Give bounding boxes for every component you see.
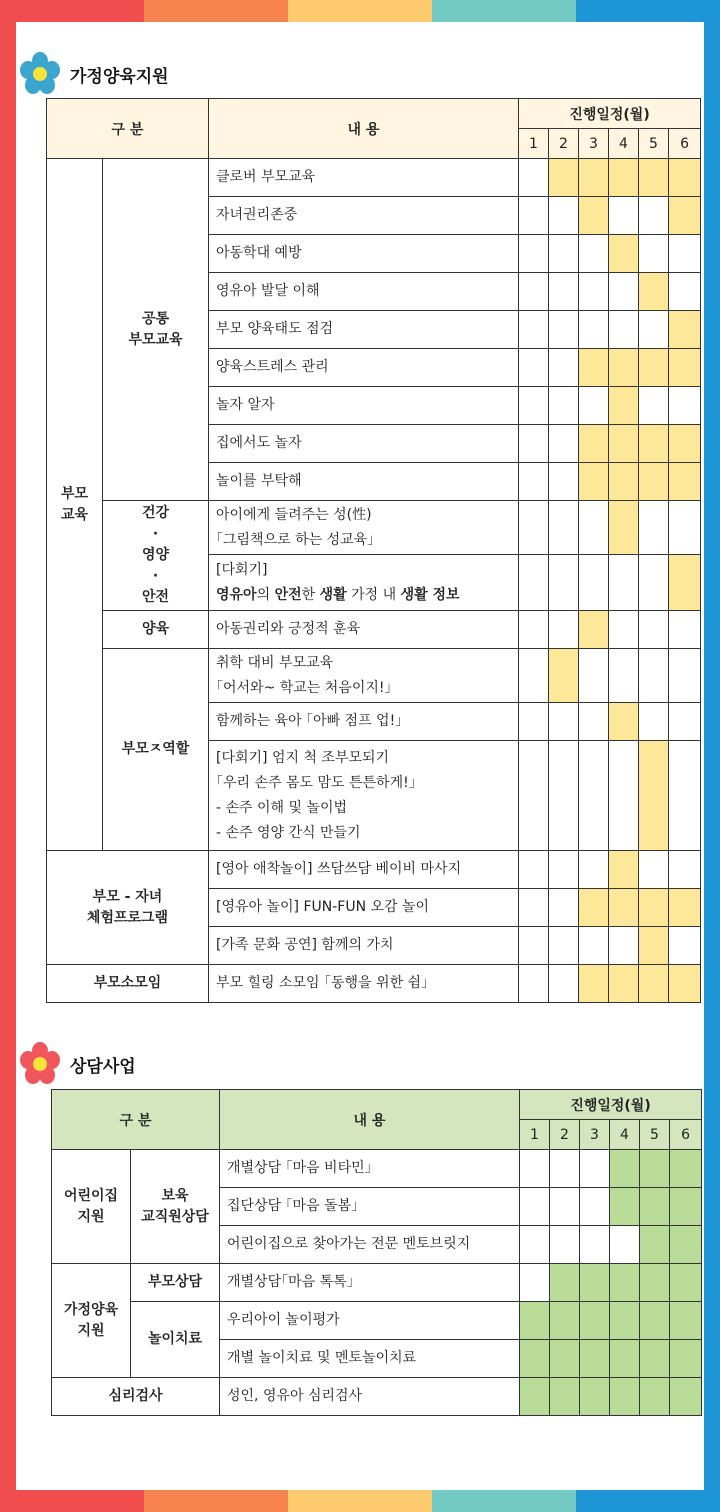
schedule-cell bbox=[520, 1150, 550, 1188]
schedule-cell bbox=[549, 703, 579, 741]
schedule-cell bbox=[549, 273, 579, 311]
header-category: 구 분 bbox=[47, 99, 209, 159]
content-cell: [다회기] 엄지 척 조부모되기 ｢우리 손주 몸도 맘도 튼튼하게!｣ - 손주 이해 및 놀이법 - 손주 영양 간식 만들기 bbox=[209, 741, 519, 851]
schedule-cell bbox=[579, 703, 609, 741]
schedule-cell bbox=[579, 501, 609, 555]
content-part: 안전 bbox=[274, 586, 302, 603]
category-label: 부모 교육 bbox=[47, 159, 103, 851]
content-cell: 양육스트레스 관리 bbox=[209, 349, 519, 387]
schedule-cell-active bbox=[670, 1188, 702, 1226]
schedule-cell bbox=[580, 1150, 610, 1188]
schedule-cell bbox=[669, 611, 701, 649]
schedule-cell bbox=[639, 197, 669, 235]
schedule-cell bbox=[639, 555, 669, 611]
schedule-cell bbox=[669, 649, 701, 703]
schedule-cell bbox=[669, 741, 701, 851]
schedule-cell-active bbox=[639, 349, 669, 387]
schedule-cell-active bbox=[609, 463, 639, 501]
schedule-cell-active bbox=[639, 741, 669, 851]
schedule-cell bbox=[639, 501, 669, 555]
schedule-cell-active bbox=[549, 649, 579, 703]
schedule-cell-active bbox=[670, 1378, 702, 1416]
category-label: 부모 - 자녀 체험프로그램 bbox=[47, 851, 209, 965]
schedule-cell bbox=[519, 927, 549, 965]
schedule-cell bbox=[609, 197, 639, 235]
schedule-cell-active bbox=[610, 1150, 640, 1188]
schedule-cell bbox=[579, 741, 609, 851]
schedule-cell bbox=[609, 927, 639, 965]
header-schedule: 진행일정(월) bbox=[519, 99, 701, 129]
schedule-cell bbox=[549, 349, 579, 387]
schedule-cell-active bbox=[640, 1150, 670, 1188]
schedule-cell bbox=[549, 235, 579, 273]
schedule-cell bbox=[609, 649, 639, 703]
schedule-cell bbox=[639, 851, 669, 889]
schedule-cell-active bbox=[550, 1264, 580, 1302]
content-cell: 놀자 알자 bbox=[209, 387, 519, 425]
schedule-cell bbox=[519, 425, 549, 463]
schedule-cell bbox=[579, 235, 609, 273]
month-header: 4 bbox=[610, 1120, 640, 1150]
content-cell: 함께하는 육아 ｢아빠 점프 업!｣ bbox=[209, 703, 519, 741]
category-label: 가정양육 지원 bbox=[52, 1264, 131, 1378]
schedule-cell-active bbox=[639, 889, 669, 927]
content-cell: 자녀권리존중 bbox=[209, 197, 519, 235]
category-label: 공통 부모교육 bbox=[103, 159, 209, 501]
schedule-cell-active bbox=[640, 1378, 670, 1416]
schedule-cell-active bbox=[669, 197, 701, 235]
schedule-cell bbox=[579, 311, 609, 349]
content-cell: 성인, 영유아 심리검사 bbox=[220, 1378, 520, 1416]
schedule-cell-active bbox=[639, 159, 669, 197]
home-parenting-table bbox=[46, 98, 701, 1003]
schedule-cell bbox=[610, 1226, 640, 1264]
schedule-cell-active bbox=[580, 1340, 610, 1378]
content-cell: 아동학대 예방 bbox=[209, 235, 519, 273]
schedule-cell bbox=[519, 889, 549, 927]
schedule-cell bbox=[639, 387, 669, 425]
schedule-cell-active bbox=[639, 927, 669, 965]
schedule-cell bbox=[549, 501, 579, 555]
schedule-cell-active bbox=[669, 159, 701, 197]
schedule-cell-active bbox=[670, 1302, 702, 1340]
schedule-cell-active bbox=[580, 1264, 610, 1302]
schedule-cell-active bbox=[579, 611, 609, 649]
schedule-cell bbox=[519, 159, 549, 197]
schedule-cell bbox=[669, 703, 701, 741]
content-cell: [영아 애착놀이] 쓰담쓰담 베이비 마사지 bbox=[209, 851, 519, 889]
schedule-cell bbox=[549, 927, 579, 965]
schedule-cell bbox=[519, 387, 549, 425]
schedule-cell bbox=[579, 649, 609, 703]
schedule-cell-active bbox=[669, 425, 701, 463]
schedule-cell bbox=[669, 851, 701, 889]
schedule-cell bbox=[549, 197, 579, 235]
month-header: 6 bbox=[670, 1120, 702, 1150]
schedule-cell bbox=[519, 463, 549, 501]
table-row bbox=[52, 1302, 702, 1340]
content-cell: 개별상담 ｢마음 비타민｣ bbox=[220, 1150, 520, 1188]
content-prefix: [다회기] bbox=[216, 561, 268, 578]
content-cell: 집단상담 ｢마음 돌봄｣ bbox=[220, 1188, 520, 1226]
schedule-cell-active bbox=[610, 1378, 640, 1416]
schedule-cell-active bbox=[639, 273, 669, 311]
schedule-cell-active bbox=[669, 463, 701, 501]
schedule-cell bbox=[549, 463, 579, 501]
schedule-cell-active bbox=[609, 425, 639, 463]
schedule-cell-active bbox=[640, 1340, 670, 1378]
schedule-cell bbox=[639, 703, 669, 741]
content-part: 영유아 bbox=[216, 586, 257, 603]
schedule-cell-active bbox=[669, 965, 701, 1003]
content-part: 의 bbox=[256, 586, 275, 603]
frame-stripe-teal bbox=[432, 0, 576, 22]
schedule-cell-active bbox=[670, 1340, 702, 1378]
content-cell: [영유아 놀이] FUN-FUN 오감 놀이 bbox=[209, 889, 519, 927]
schedule-cell-active bbox=[579, 965, 609, 1003]
schedule-cell bbox=[519, 611, 549, 649]
schedule-cell-active bbox=[669, 349, 701, 387]
schedule-cell-active bbox=[580, 1378, 610, 1416]
schedule-cell-active bbox=[640, 1188, 670, 1226]
section-title-text: 가정양육지원 bbox=[70, 66, 169, 87]
header-category: 구 분 bbox=[52, 1090, 220, 1150]
schedule-cell bbox=[519, 273, 549, 311]
schedule-cell-active bbox=[639, 965, 669, 1003]
schedule-cell bbox=[669, 273, 701, 311]
schedule-cell bbox=[519, 965, 549, 1003]
schedule-cell-active bbox=[669, 889, 701, 927]
content-cell: 부모 양육태도 점검 bbox=[209, 311, 519, 349]
category-label: 놀이치료 bbox=[131, 1302, 220, 1378]
schedule-cell-active bbox=[579, 349, 609, 387]
section-title-counseling bbox=[18, 1042, 136, 1086]
section-title-text: 상담사업 bbox=[70, 1056, 136, 1077]
header-content: 내 용 bbox=[209, 99, 519, 159]
schedule-cell-active bbox=[549, 159, 579, 197]
content-cell bbox=[209, 555, 519, 611]
schedule-cell bbox=[549, 889, 579, 927]
schedule-cell bbox=[520, 1188, 550, 1226]
schedule-cell-active bbox=[609, 851, 639, 889]
schedule-cell-active bbox=[640, 1302, 670, 1340]
schedule-cell bbox=[519, 311, 549, 349]
schedule-cell bbox=[519, 235, 549, 273]
schedule-cell-active bbox=[609, 889, 639, 927]
category-label: 양육 bbox=[103, 611, 209, 649]
schedule-cell-active bbox=[670, 1226, 702, 1264]
month-header: 5 bbox=[639, 129, 669, 159]
schedule-cell bbox=[549, 387, 579, 425]
schedule-cell bbox=[669, 501, 701, 555]
schedule-cell bbox=[609, 611, 639, 649]
schedule-cell-active bbox=[669, 311, 701, 349]
schedule-cell-active bbox=[609, 965, 639, 1003]
schedule-cell bbox=[609, 741, 639, 851]
month-header: 3 bbox=[579, 129, 609, 159]
content-part: 가정 내 bbox=[346, 586, 401, 603]
frame-stripe-red bbox=[0, 0, 144, 22]
schedule-cell bbox=[550, 1188, 580, 1226]
schedule-cell bbox=[639, 611, 669, 649]
schedule-cell-active bbox=[579, 889, 609, 927]
schedule-cell-active bbox=[670, 1264, 702, 1302]
schedule-cell-active bbox=[550, 1340, 580, 1378]
schedule-cell-active bbox=[520, 1340, 550, 1378]
table-row bbox=[47, 159, 701, 197]
content-part: 생활 정보 bbox=[400, 586, 460, 603]
frame-stripe-red-bottom bbox=[0, 1490, 144, 1512]
content-part: 한 bbox=[301, 586, 320, 603]
content-cell: 집에서도 놀자 bbox=[209, 425, 519, 463]
schedule-cell bbox=[549, 741, 579, 851]
frame-stripe-blue-bottom bbox=[576, 1490, 720, 1512]
schedule-cell-active bbox=[610, 1264, 640, 1302]
category-label: 보육 교직원상담 bbox=[131, 1150, 220, 1264]
schedule-cell-active bbox=[610, 1188, 640, 1226]
schedule-cell bbox=[549, 311, 579, 349]
schedule-cell bbox=[609, 555, 639, 611]
frame-stripe-yellow bbox=[288, 0, 432, 22]
frame-stripe-teal-bottom bbox=[432, 1490, 576, 1512]
schedule-cell-active bbox=[609, 159, 639, 197]
schedule-cell bbox=[579, 273, 609, 311]
flower-icon bbox=[18, 52, 62, 96]
schedule-cell bbox=[609, 311, 639, 349]
schedule-cell-active bbox=[550, 1378, 580, 1416]
schedule-cell bbox=[549, 851, 579, 889]
schedule-cell bbox=[519, 555, 549, 611]
schedule-cell-active bbox=[669, 555, 701, 611]
content-cell: 영유아 발달 이해 bbox=[209, 273, 519, 311]
schedule-cell-active bbox=[610, 1340, 640, 1378]
schedule-cell bbox=[580, 1226, 610, 1264]
content-cell: 개별상담｢마음 톡톡｣ bbox=[220, 1264, 520, 1302]
month-header: 1 bbox=[519, 129, 549, 159]
schedule-cell bbox=[549, 555, 579, 611]
content-cell: 아이에게 들려주는 성(性) ｢그림책으로 하는 성교육｣ bbox=[209, 501, 519, 555]
frame-side-right bbox=[704, 0, 720, 1512]
category-label: 어린이집 지원 bbox=[52, 1150, 131, 1264]
schedule-cell-active bbox=[520, 1378, 550, 1416]
schedule-cell-active bbox=[640, 1264, 670, 1302]
content-cell: 놀이를 부탁해 bbox=[209, 463, 519, 501]
table-row bbox=[47, 501, 701, 555]
month-header: 2 bbox=[549, 129, 579, 159]
frame-stripe-yellow-bottom bbox=[288, 1490, 432, 1512]
month-header: 6 bbox=[669, 129, 701, 159]
schedule-cell bbox=[549, 611, 579, 649]
schedule-cell-active bbox=[609, 387, 639, 425]
category-label: 부모ㅈ역할 bbox=[103, 649, 209, 851]
schedule-cell bbox=[520, 1264, 550, 1302]
schedule-cell bbox=[519, 349, 549, 387]
schedule-cell-active bbox=[610, 1302, 640, 1340]
frame-stripe-blue bbox=[576, 0, 720, 22]
schedule-cell-active bbox=[609, 501, 639, 555]
content-cell: 어린이집으로 찾아가는 전문 멘토브릿지 bbox=[220, 1226, 520, 1264]
category-label: 건강 · 영양 · 안전 bbox=[103, 501, 209, 611]
category-label: 심리검사 bbox=[52, 1378, 220, 1416]
schedule-cell bbox=[639, 649, 669, 703]
schedule-cell bbox=[519, 501, 549, 555]
month-header: 1 bbox=[520, 1120, 550, 1150]
schedule-cell-active bbox=[579, 197, 609, 235]
schedule-cell bbox=[579, 851, 609, 889]
schedule-cell-active bbox=[670, 1150, 702, 1188]
schedule-cell-active bbox=[579, 425, 609, 463]
table-row bbox=[52, 1378, 702, 1416]
schedule-cell bbox=[549, 425, 579, 463]
schedule-cell bbox=[549, 965, 579, 1003]
category-label: 부모소모임 bbox=[47, 965, 209, 1003]
schedule-cell-active bbox=[520, 1302, 550, 1340]
schedule-cell bbox=[579, 555, 609, 611]
header-schedule: 진행일정(월) bbox=[520, 1090, 702, 1120]
schedule-cell-active bbox=[639, 463, 669, 501]
month-header: 4 bbox=[609, 129, 639, 159]
schedule-cell bbox=[519, 649, 549, 703]
schedule-cell-active bbox=[579, 463, 609, 501]
table-row bbox=[47, 611, 701, 649]
month-header: 2 bbox=[550, 1120, 580, 1150]
schedule-cell-active bbox=[609, 703, 639, 741]
content-cell: 우리아이 놀이평가 bbox=[220, 1302, 520, 1340]
schedule-cell bbox=[609, 273, 639, 311]
schedule-cell-active bbox=[579, 159, 609, 197]
schedule-cell bbox=[519, 741, 549, 851]
schedule-cell-active bbox=[550, 1302, 580, 1340]
schedule-cell bbox=[519, 851, 549, 889]
schedule-cell bbox=[669, 235, 701, 273]
schedule-cell bbox=[520, 1226, 550, 1264]
content-part: 생활 bbox=[319, 586, 347, 603]
schedule-cell-active bbox=[609, 235, 639, 273]
schedule-cell-active bbox=[580, 1302, 610, 1340]
month-header: 3 bbox=[580, 1120, 610, 1150]
schedule-cell bbox=[550, 1226, 580, 1264]
content-cell: 클로버 부모교육 bbox=[209, 159, 519, 197]
content-cell: [가족 문화 공연] 함께의 가치 bbox=[209, 927, 519, 965]
content-cell: 아동권리와 긍정적 훈육 bbox=[209, 611, 519, 649]
schedule-cell bbox=[579, 387, 609, 425]
schedule-cell bbox=[669, 387, 701, 425]
month-header: 5 bbox=[640, 1120, 670, 1150]
schedule-cell bbox=[519, 197, 549, 235]
table-row bbox=[52, 1150, 702, 1188]
table-row bbox=[47, 649, 701, 703]
frame-side-left bbox=[0, 0, 16, 1512]
schedule-cell bbox=[639, 235, 669, 273]
schedule-cell bbox=[519, 703, 549, 741]
content-cell: 취학 대비 부모교육 ｢어서와~ 학교는 처음이지!｣ bbox=[209, 649, 519, 703]
schedule-cell-active bbox=[640, 1226, 670, 1264]
section-title-home-parenting bbox=[18, 52, 169, 96]
table-row bbox=[47, 851, 701, 889]
schedule-cell bbox=[669, 927, 701, 965]
schedule-cell bbox=[639, 311, 669, 349]
content-cell: 개별 놀이치료 및 멘토놀이치료 bbox=[220, 1340, 520, 1378]
header-content: 내 용 bbox=[220, 1090, 520, 1150]
content-cell: 부모 힐링 소모임 ｢동행을 위한 쉼｣ bbox=[209, 965, 519, 1003]
table-row bbox=[47, 965, 701, 1003]
schedule-cell-active bbox=[609, 349, 639, 387]
counseling-table bbox=[51, 1089, 702, 1416]
frame-stripe-orange bbox=[144, 0, 288, 22]
schedule-cell bbox=[550, 1150, 580, 1188]
flower-icon bbox=[18, 1042, 62, 1086]
category-label: 부모상담 bbox=[131, 1264, 220, 1302]
schedule-cell bbox=[580, 1188, 610, 1226]
table-row bbox=[52, 1264, 702, 1302]
schedule-cell-active bbox=[639, 425, 669, 463]
schedule-cell bbox=[579, 927, 609, 965]
frame-stripe-orange-bottom bbox=[144, 1490, 288, 1512]
